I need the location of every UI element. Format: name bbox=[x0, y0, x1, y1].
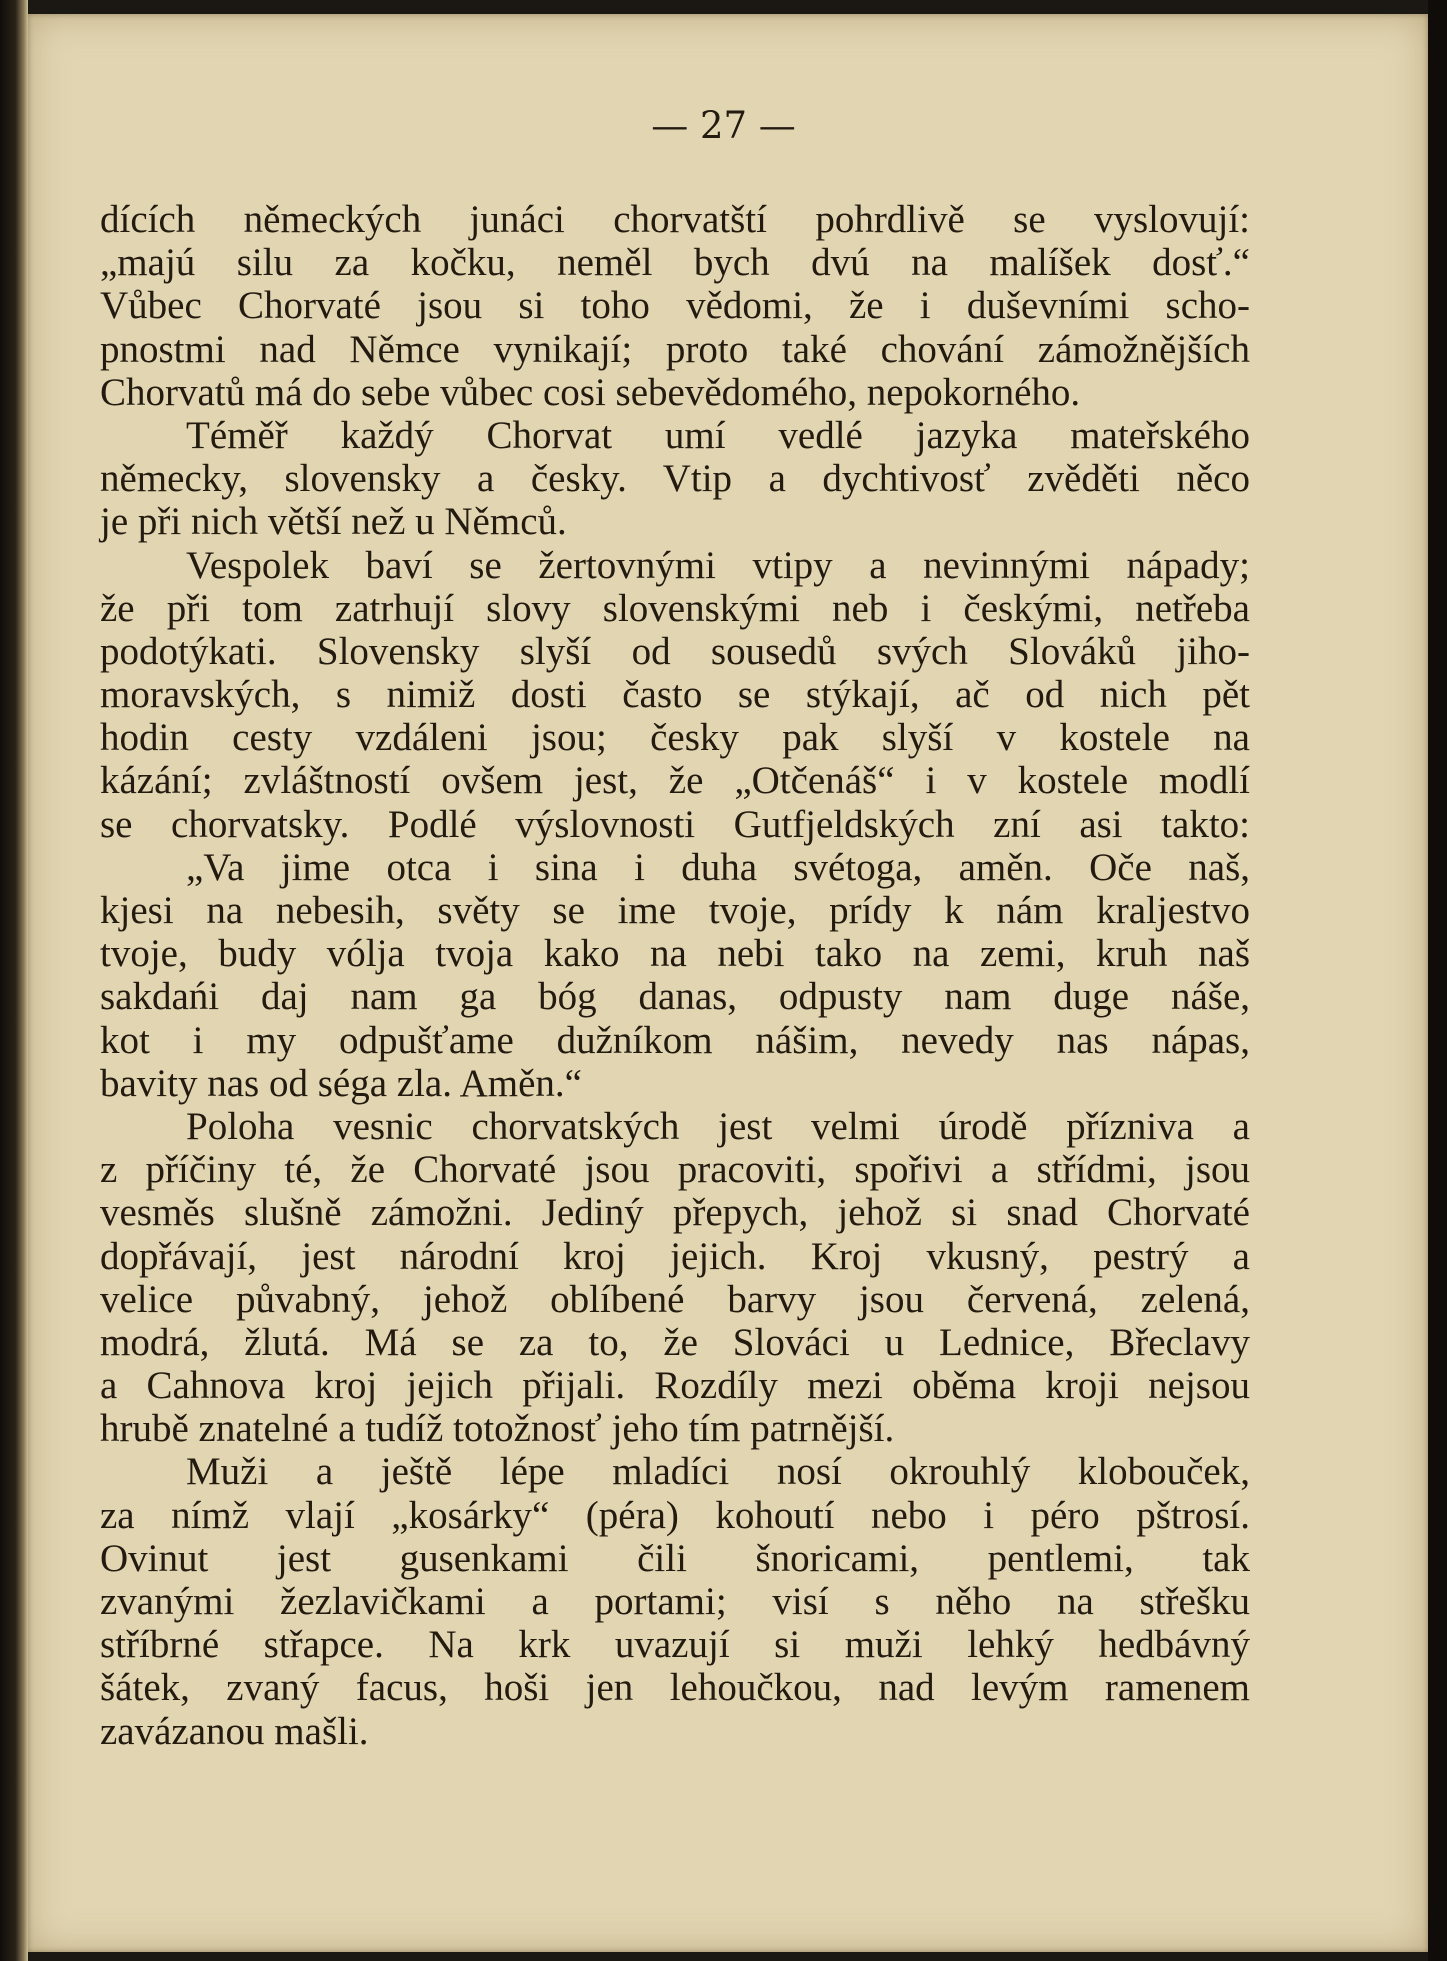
scan-right-edge bbox=[1428, 0, 1447, 1961]
text-line: je při nich větší než u Němců. bbox=[100, 500, 567, 544]
text-line: a Cahnova kroj jejich přijali. Rozdíly mezi oběma kroji nejsou bbox=[100, 1364, 1250, 1408]
text-line: zavázanou mašli. bbox=[100, 1709, 369, 1753]
text-line: tvoje, budy vólja tvoja kako na nebi tako na zemi, kruh naš bbox=[100, 932, 1250, 976]
text-line: modrá, žlutá. Má se za to, že Slováci u Lednice, Břeclavy bbox=[100, 1320, 1250, 1364]
page-number: — 27 — bbox=[651, 104, 796, 147]
text-line: šátek, zvaný facus, hoši jen lehoučkou, nad levým ramenem bbox=[100, 1666, 1250, 1710]
text-line: dících německých junáci chorvatští pohrdlivě se vyslovují: bbox=[100, 198, 1250, 241]
text-line: zvanými žezlavičkami a portami; visí s něho na střešku bbox=[100, 1580, 1250, 1623]
text-line: Téměř každý Chorvat umí vedlé jazyka mateřského bbox=[186, 413, 1250, 457]
text-line: hrubě znatelné a tudíž totožnosť jeho tím patrnější. bbox=[100, 1407, 895, 1451]
text-line: dopřávají, jest národní kroj jejich. Kroj vkusný, pestrý a bbox=[100, 1234, 1250, 1278]
text-line: velice půvabný, jehož oblíbené barvy jsou červená, zelená, bbox=[100, 1277, 1250, 1321]
scan-left-edge bbox=[0, 0, 28, 1961]
body-text bbox=[100, 198, 1250, 1753]
text-line: vesměs slušně zámožni. Jediný přepych, jehož si snad Chorvaté bbox=[100, 1191, 1250, 1235]
text-line: Chorvatů má do sebe vůbec cosi sebevědomého, nepokorného. bbox=[100, 370, 1081, 414]
text-line: „Va jime otca i sina i duha svétoga, aměn. Oče naš, bbox=[186, 845, 1250, 889]
text-line: kázání; zvláštností ovšem jest, že „Otčenáš“ i v kostele modlí bbox=[100, 759, 1250, 803]
text-line: moravských, s nimiž dosti často se stýkají, ač od nich pět bbox=[100, 673, 1250, 717]
text-line: pnostmi nad Němce vynikají; proto také chování zámožnějších bbox=[100, 327, 1250, 371]
text-line: stříbrné střapce. Na krk uvazují si muži lehký hedbávný bbox=[100, 1623, 1250, 1667]
text-line: Vespolek baví se žertovnými vtipy a nevinnými nápady; bbox=[186, 543, 1250, 587]
text-line: za nímž vlají „kosárky“ (péra) kohoutí nebo i péro pštrosí. bbox=[100, 1493, 1250, 1537]
text-line: Vůbec Chorvaté jsou si toho vědomi, že i duševními scho- bbox=[100, 284, 1250, 328]
text-line: bavity nas od séga zla. Aměn.“ bbox=[100, 1061, 582, 1105]
text-line: Poloha vesnic chorvatských jest velmi úrodě přízniva a bbox=[186, 1104, 1250, 1148]
text-line: sakdańi daj nam ga bóg danas, odpusty nam duge náše, bbox=[100, 975, 1250, 1019]
text-line: německy, slovensky a česky. Vtip a dychtivosť zvěděti něco bbox=[100, 457, 1250, 501]
text-line: kot i my odpušťame dužníkom nášim, nevedy nas nápas, bbox=[100, 1018, 1250, 1062]
text-line: z příčiny té, že Chorvaté jsou pracoviti, spořivi a střídmi, jsou bbox=[100, 1148, 1250, 1192]
text-line: že při tom zatrhují slovy slovenskými neb i českými, netřeba bbox=[100, 586, 1250, 630]
text-line: podotýkati. Slovensky slyší od sousedů svých Slováků jiho- bbox=[100, 629, 1250, 673]
text-line: Ovinut jest gusenkami čili šnoricami, pentlemi, tak bbox=[100, 1536, 1250, 1580]
text-line: hodin cesty vzdáleni jsou; česky pak slyší v kostele na bbox=[100, 716, 1250, 760]
text-line: kjesi na nebesih, světy se ime tvoje, prídy k nám kraljestvo bbox=[100, 889, 1250, 932]
text-line: se chorvatsky. Podlé výslovnosti Gutfjeldských zní asi takto: bbox=[100, 802, 1250, 846]
text-line: Muži a ještě lépe mladíci nosí okrouhlý klobouček, bbox=[186, 1450, 1250, 1494]
text-line: „majú silu za kočku, neměl bych dvú na malíšek dosť.“ bbox=[100, 241, 1250, 285]
